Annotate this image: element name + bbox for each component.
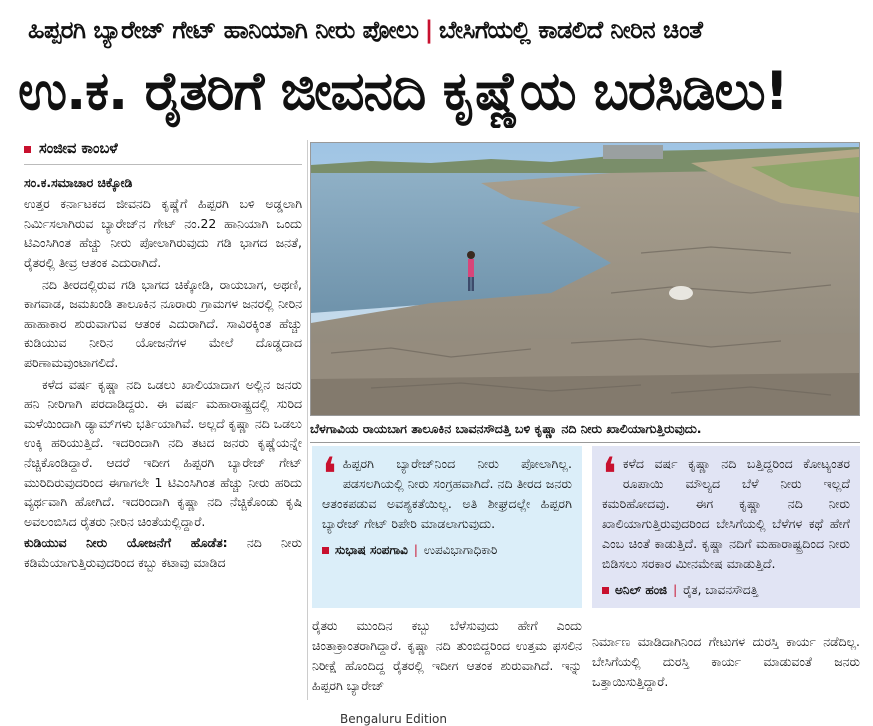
article-left-column	[24, 140, 302, 705]
quote-1-attribution	[322, 540, 572, 560]
article-middle-column: ರೈತರು ಮುಂದಿನ ಕಬ್ಬು ಬೆಳೆಸುವುದು ಹೇಗೆ ಎಂದು ಚಿಂತಾಕ್ರಾಂತರಾಗಿದ್ದಾರೆ. ಕೃಷ್ಣಾ ನದಿ ತುಂಬಿದ್ದರಿಂದ ಉತ್ತಮ ಫಸಲಿನ ನಿರೀಕ್ಷೆ ಹೊಂದಿದ್ದ ರೈತರಲ್ಲಿ ಇದೀಗ ಆತಂಕ ಶುರುವಾಗಿದೆ. ಇನ್ನು ಹಿಪ್ಪರಗಿ ಬ್ಯಾರೇಜ್	[312, 618, 582, 693]
quote-box-2	[592, 446, 860, 608]
column-divider	[307, 140, 308, 700]
attribution-separator: |	[413, 543, 418, 557]
quote-1-role: ಉಪವಿಭಾಗಾಧಿಕಾರಿ	[423, 543, 498, 557]
quote-mark-icon: ❛	[602, 447, 617, 501]
bullet-icon	[322, 547, 329, 554]
quote-2-text: ಕಳೆದ ವರ್ಷ ಕೃಷ್ಣಾ ನದಿ ಬತ್ತಿದ್ದರಿಂದ ಕೋಟ್ಯಂತರ ರೂಪಾಯಿ ಮೌಲ್ಯದ ಬೆಳೆ ನೀರು ಇಲ್ಲದೆ ಕಮರಿಹೋದವು. ಈಗ ಕೃಷ್ಣಾ ನದಿ ನೀರು ಖಾಲಿಯಾಗುತ್ತಿರುವುದರಿಂದ ಬೇಸಿಗೆಯಲ್ಲಿ ಬೆಳೆಗಳ ಕಥೆ ಹೇಗೆ ಎಂಬ ಚಿಂತೆ ಕಾಡುತ್ತಿದೆ. ಕೃಷ್ಣಾ ನದಿಗೆ ಮಹಾರಾಷ್ಟ್ರದಿಂದ ನೀರು ಬಿಡಿಸಲು ಸರಕಾರ ಮೀನಮೇಷ ಮಾಡುತ್ತಿದೆ.	[602, 456, 850, 571]
quote-box-1	[312, 446, 582, 608]
subhead: ಕುಡಿಯುವ ನೀರು ಯೋಜನೆಗೆ ಹೊಡೆತ:	[24, 535, 228, 551]
article-paragraph-1: ಉತ್ತರ ಕರ್ನಾಟಕದ ಜೀವನದಿ ಕೃಷ್ಣೆಗೆ ಹಿಪ್ಪರಗಿ ಬಳಿ ಅಡ್ಡಲಾಗಿ ನಿರ್ಮಿಸಲಾಗಿರುವ ಬ್ಯಾರೇಜ್‌ನ ಗೇಟ್ ನಂ.22 ಹಾನಿಯಾಗಿ ಒಂದು ಟಿಎಂಸಿಗಿಂತ ಹೆಚ್ಚು ನೀರು ಪೋಲಾಗಿರುವುದು ಗಡಿ ಭಾಗದ ಜನತೆ, ರೈತರಲ್ಲಿ ತೀವ್ರ ಆತಂಕ ಎದುರಾಗಿದೆ.	[24, 196, 302, 270]
kicker-right: ಬೇಸಿಗೆಯಲ್ಲಿ ಕಾಡಲಿದೆ ನೀರಿನ ಚಿಂತೆ	[438, 16, 703, 44]
article-paragraph-4	[24, 533, 302, 572]
quote-2-role: ರೈತ, ಬಾವನಸೌದತ್ತಿ	[683, 583, 759, 597]
quote-mark-icon: ❛	[322, 447, 337, 501]
quote-1-name: ಸುಭಾಷ ಸಂಪಗಾವಿ	[335, 543, 408, 557]
photo-caption: ಬೆಳಗಾವಿಯ ರಾಯಬಾಗ ತಾಲೂಕಿನ ಬಾವನಸೌದತ್ತಿ ಬಳಿ ಕೃಷ್ಣಾ ನದಿ ನೀರು ಖಾಲಿಯಾಗುತ್ತಿರುವುದು.	[310, 418, 860, 443]
kicker-left: ಹಿಪ್ಪರಗಿ ಬ್ಯಾರೇಜ್ ಗೇಟ್ ಹಾನಿಯಾಗಿ ನೀರು ಪೋಲು	[28, 16, 419, 44]
article-paragraph-4-text: ನದಿ ನೀರು ಕಡಿಮೆಯಾಗುತ್ತಿರುವುದರಿಂದ ಕಬ್ಬು ಕಟಾವು ಮಾಡಿದ	[24, 535, 302, 570]
bullet-icon	[24, 146, 31, 153]
river-photo-image	[311, 143, 859, 415]
article-right-column: ನಿರ್ಮಾಣ ಮಾಡಿದಾಗಿನಿಂದ ಗೇಟುಗಳ ದುರಸ್ತಿ ಕಾರ್ಯ ನಡೆದಿಲ್ಲ. ಬೇಸಿಗೆಯಲ್ಲಿ ದುರಸ್ತಿ ಕಾರ್ಯ ಮಾಡುವಂತೆ ಜನರು ಒತ್ತಾಯಿಸುತ್ತಿದ್ದಾರೆ.	[592, 634, 860, 689]
bullet-icon	[602, 587, 609, 594]
edition-label: Bengaluru Edition	[340, 712, 448, 726]
quote-2-name: ಅನಿಲ್ ಹಂಜಿ	[615, 583, 668, 597]
headline: ಉ.ಕ. ರೈತರಿಗೆ ಜೀವನದಿ ಕೃಷ್ಣೆಯ ಬರಸಿಡಿಲು!	[18, 61, 788, 122]
attribution-separator: |	[673, 583, 678, 597]
article-paragraph-2: ನದಿ ತೀರದಲ್ಲಿರುವ ಗಡಿ ಭಾಗದ ಚಿಕ್ಕೋಡಿ, ರಾಯಬಾಗ, ಅಥಣಿ, ಕಾಗವಾಡ, ಜಮಖಂಡಿ ತಾಲೂಕಿನ ನೂರಾರು ಗ್ರಾಮಗಳ ಜನರಲ್ಲಿ ನೀರಿನ ಹಾಹಾಕಾರ ಶುರುವಾಗುವ ಆತಂಕ ಎದುರಾಗಿದೆ. ಸಾವಿರಕ್ಕಿಂತ ಹೆಚ್ಚು ಕುಡಿಯುವ ನೀರಿನ ಯೋಜನೆಗಳ ಮೇಲೆ ದೊಡ್ಡದಾದ ಪರಿಣಾಮವುಂಟಾಗಲಿದೆ.	[24, 276, 302, 370]
article-paragraph-3: ಕಳೆದ ವರ್ಷ ಕೃಷ್ಣಾ ನದಿ ಒಡಲು ಖಾಲಿಯಾದಾಗ ಅಲ್ಲಿನ ಜನರು ಹನಿ ನೀರಿಗಾಗಿ ಪರದಾಡಿದ್ದರು. ಈ ವರ್ಷ ಮಹಾರಾಷ್ಟ್ರದಲ್ಲಿ ಸುರಿದ ಮಳೆಯಿಂದಾಗಿ ಡ್ಯಾಮ್‌ಗಳು ಭರ್ತಿಯಾಗಿವೆ. ಅಲ್ಲದೆ ಕೃಷ್ಣಾ ನದಿ ಒಡಲು ಉಕ್ಕಿ ಹರಿಯುತ್ತಿದೆ. ಇದರಿಂದಾಗಿ ನದಿ ತಟದ ಜನರು ಕೃಷ್ಣೆಯನ್ನೇ ನೆಚ್ಚಿಕೊಂಡಿದ್ದಾರೆ. ಆದರೆ ಇದೀಗ ಹಿಪ್ಪರಗಿ ಬ್ಯಾರೇಜ್ ಗೇಟ್ ಮುರಿದಿರುವುದರಿಂದ ಈಗಾಗಲೇ 1 ಟಿಎಂಸಿಗಿಂತ ಹೆಚ್ಚು ನೀರು ಹರಿದು ವ್ಯರ್ಥವಾಗಿ ಹೋಗಿದೆ. ಇದರಿಂದಾಗಿ ಕೃಷ್ಣಾ ನದಿ ನೆಚ್ಚಿಕೊಂಡು ಕೃಷಿ ಅವಲಂಬಿಸಿದ ರೈತರು ನೀರಿನ ಚಿಂತೆಯಲ್ಲಿದ್ದಾರೆ.	[24, 376, 302, 529]
byline-author: ಸಂಜೀವ ಕಾಂಬಳೆ	[39, 141, 118, 157]
kicker-separator: |	[424, 16, 433, 44]
quote-2-attribution	[602, 580, 850, 600]
quote-1-text: ಹಿಪ್ಪರಗಿ ಬ್ಯಾರೇಜ್‌ನಿಂದ ನೀರು ಪೋಲಾಗಿಲ್ಲ. ಪಡಸಲಗಿಯಲ್ಲಿ ನೀರು ಸಂಗ್ರಹವಾಗಿದೆ. ನದಿ ತೀರದ ಜನರು ಆತಂಕಪಡುವ ಅವಶ್ಯಕತೆಯಿಲ್ಲ. ಅತಿ ಶೀಘ್ರದಲ್ಲೇ ಹಿಪ್ಪರಗಿ ಬ್ಯಾರೇಜ್ ಗೇಟ್ ರಿಪೇರಿ ಮಾಡಲಾಗುವುದು.	[322, 456, 572, 531]
kicker	[28, 10, 858, 50]
river-photo	[310, 142, 860, 416]
byline	[24, 140, 302, 165]
dateline: ಸಂ.ಕ.ಸಮಾಚಾರ ಚಿಕ್ಕೋಡಿ	[24, 174, 133, 190]
